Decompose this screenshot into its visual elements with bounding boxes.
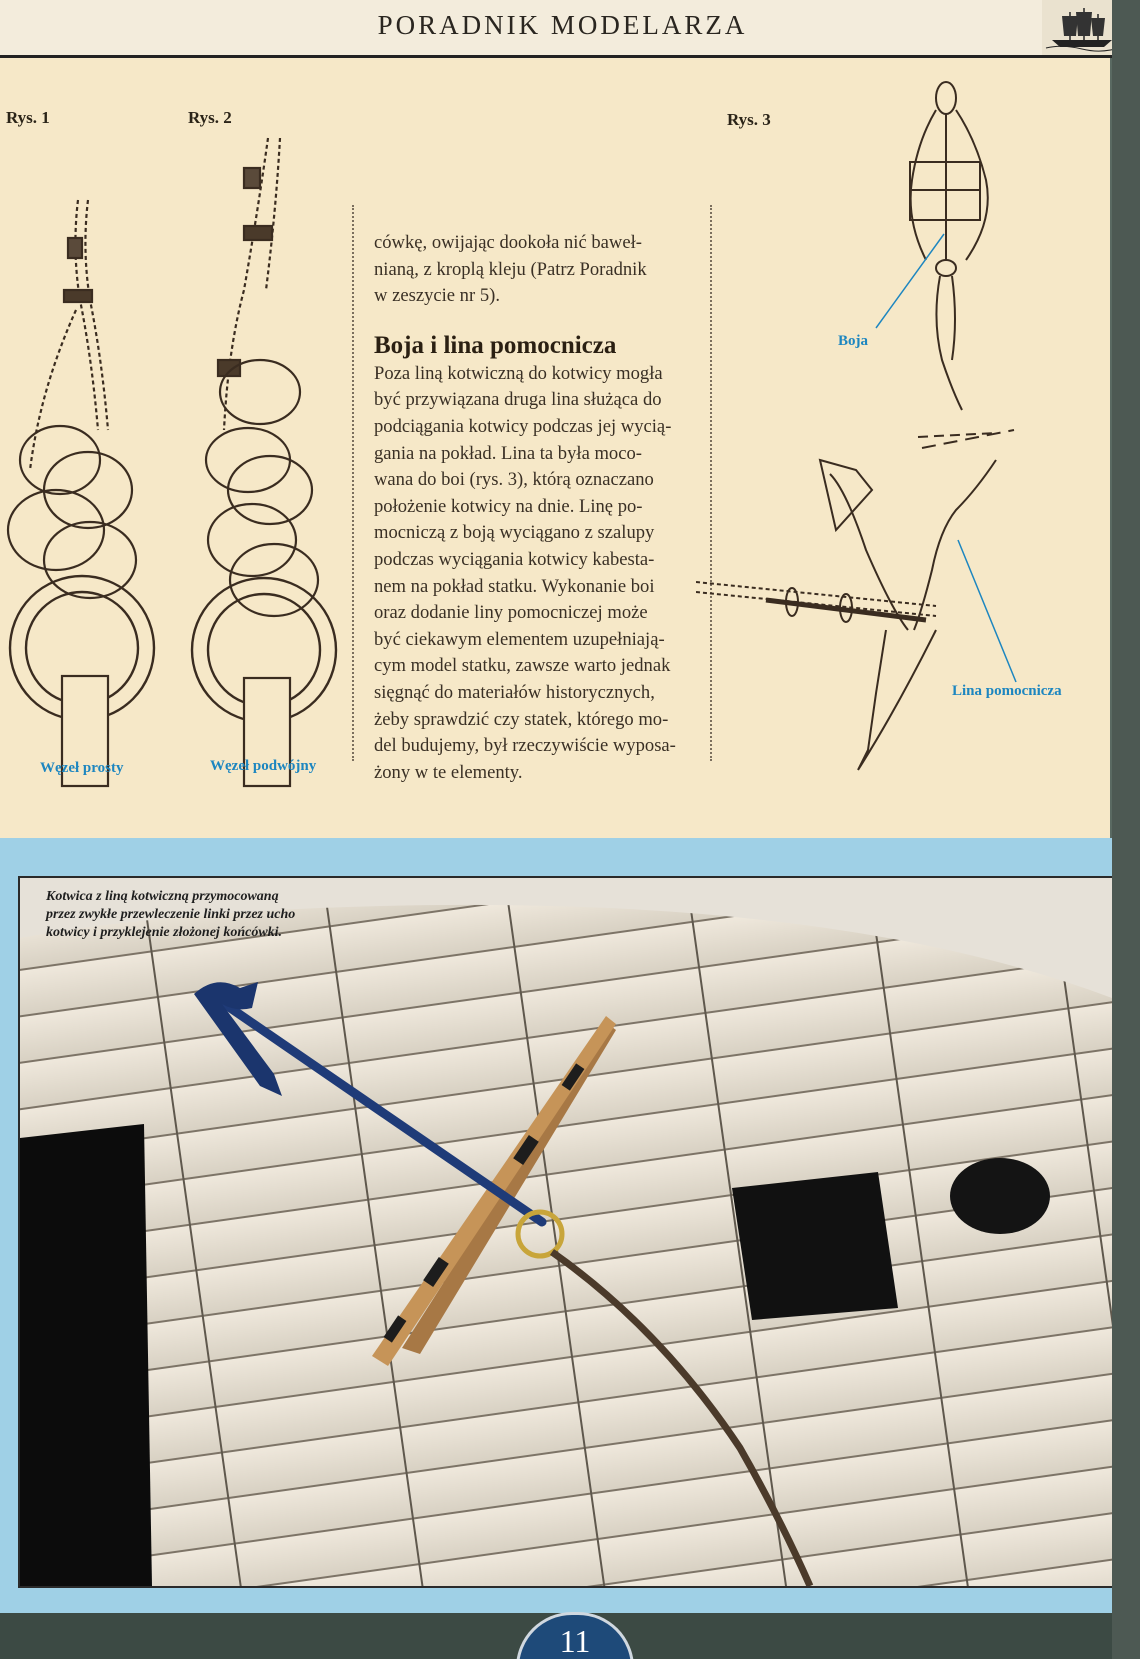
- simple-knot-drawing: [0, 190, 180, 790]
- buoy-anchor-drawing: [696, 70, 1112, 790]
- buoy-caption: Boja: [838, 333, 868, 349]
- article-heading: Boja i lina pomocnicza: [374, 331, 617, 359]
- page-title: PORADNIK MODELARZA: [377, 10, 748, 40]
- auxiliary-line-caption: Lina pomocnicza: [952, 683, 1062, 699]
- deck-photo-illustration: [20, 878, 1112, 1586]
- anchor-photo: [18, 876, 1114, 1588]
- figure-3-label: Rys. 3: [727, 110, 771, 129]
- figure-1-caption: Węzeł prosty: [40, 760, 124, 776]
- figure-1-label: Rys. 1: [6, 108, 50, 127]
- figure-2-label: Rys. 2: [188, 108, 232, 127]
- article-body: Poza liną kotwiczną do kotwicy mogła być przywiązana druga lina służąca do podciągania kotwicy podczas jej wycią- gania na pokład. Lina ta była moco- wana do boi (rys. 3), którą oznaczano położenie kotwicy na dnie. Linę po- mocniczą z boją wyciągano z szalupy podczas wyciągania kotwicy kabesta- nem na pokład statku. Wykonanie boi oraz dodanie liny pomocniczej może być ciekawym elementem uzupełniają- cym model statku, zawsze warto jednak sięgnąć do materiałów historycznych, żeby sprawdzić czy statek, którego mo- del budujemy, był rzeczywiście wyposa- żony w te elementy.: [374, 362, 676, 783]
- figure-2-caption: Węzeł podwójny: [210, 758, 317, 774]
- photo-caption: Kotwica z liną kotwiczną przymocowaną przez zwykłe przewleczenie linki przez ucho kotwicy i przyklejenie złożonej końcówki.: [46, 889, 296, 940]
- page-number: 11: [559, 1623, 591, 1659]
- article-intro: cówkę, owijając dookoła nić baweł- nianą, z kroplą kleju (Patrz Poradnik w zeszycie nr 5).: [374, 232, 647, 307]
- double-knot-drawing: [188, 130, 368, 790]
- article-text: [374, 230, 736, 786]
- page-header: [0, 0, 1125, 58]
- right-mat-edge: [1112, 0, 1140, 1659]
- column-divider-left: [352, 205, 354, 761]
